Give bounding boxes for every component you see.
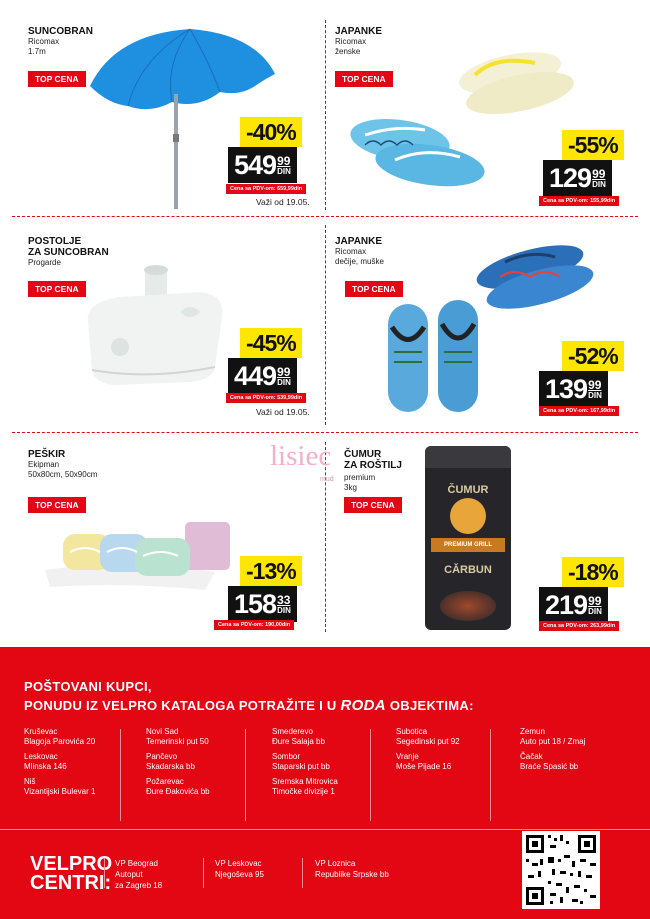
store-column [24, 727, 95, 802]
column-separator [120, 729, 121, 821]
product-name: ČUMUR ZA ROŠTILJ [344, 449, 402, 471]
divider [12, 432, 638, 433]
product-subtitle: premium 3kg [344, 473, 376, 492]
product-name: JAPANKE [335, 26, 383, 37]
product-card-japanke-decije[interactable] [325, 217, 650, 432]
store-entry: Kruševac Blagoja Parovića 20 [24, 727, 96, 746]
product-subtitle: Ricomax 1.7m [28, 37, 60, 56]
price-currency: DIN [277, 605, 291, 615]
watermark-small: mud [320, 476, 334, 483]
store-entry: Pančevo Skadarska bb [146, 752, 195, 771]
store-entry: Subotica Segedinski put 92 [396, 727, 460, 746]
top-cena-badge: TOP CENA [28, 281, 86, 297]
top-cena-badge: TOP CENA [28, 71, 86, 87]
column-separator [104, 858, 105, 888]
bag-label: PREMIUM GRILL [431, 538, 505, 552]
price-cents: 33 [277, 592, 291, 607]
column-separator [302, 858, 303, 888]
product-card-cumur[interactable] [325, 434, 650, 649]
bag-bottom-text: CĂRBUN [444, 564, 492, 576]
store-entry: Zemun Auto put 18 / Zmaj [520, 727, 586, 746]
velpro-center: VP Loznica Republike Srpske bb [315, 859, 389, 879]
velpro-centri-title: VELPRO CENTRI: [30, 853, 113, 894]
price-currency: DIN [592, 179, 606, 189]
price-main: 158 [234, 588, 277, 619]
watermark: lisiec [270, 440, 332, 472]
column-separator [245, 729, 246, 821]
product-card-suncobran[interactable] [0, 0, 325, 215]
charcoal-bag-image [425, 446, 511, 630]
price-cents: 99 [277, 364, 291, 379]
column-separator [490, 729, 491, 821]
valid-from: Važi od 19.05. [256, 197, 310, 207]
discount-badge: -52% [562, 341, 624, 371]
store-column [396, 727, 460, 777]
price-currency: DIN [588, 606, 602, 616]
product-name: POSTOLJE ZA SUNCOBRAN [28, 236, 109, 258]
notice-line-1: POŠTOVANI KUPCI, [24, 679, 152, 694]
valid-from: Važi od 19.05. [256, 407, 310, 417]
qr-code[interactable] [522, 831, 600, 909]
store-entry: Niš Vizantijski Bulevar 1 [24, 777, 96, 796]
store-entry: Vranje Moše Pijade 16 [396, 752, 452, 771]
old-price: Cena sa PDV-om: 539,99din [226, 393, 306, 403]
price-currency: DIN [277, 377, 291, 387]
product-card-postolje[interactable] [0, 217, 325, 432]
roda-logo: RODA [340, 697, 386, 714]
product-subtitle: Ricomax dečije, muške [335, 247, 384, 266]
top-cena-badge: TOP CENA [344, 497, 402, 513]
product-name: SUNCOBRAN [28, 26, 93, 37]
price-cents: 99 [588, 593, 602, 608]
discount-badge: -55% [562, 130, 624, 160]
price-main: 449 [234, 360, 277, 391]
product-name: JAPANKE [335, 236, 383, 247]
price-cents: 99 [277, 153, 291, 168]
price-tag [539, 371, 608, 407]
store-entry: Leskovac Mlinska 146 [24, 752, 67, 771]
column-separator [203, 858, 204, 888]
price-tag [228, 147, 297, 183]
store-entry: Sremska Mitrovica Timočke divizije 1 [272, 777, 338, 796]
price-cents: 99 [588, 377, 602, 392]
top-cena-badge: TOP CENA [345, 281, 403, 297]
top-cena-badge: TOP CENA [28, 497, 86, 513]
price-main: 129 [549, 162, 592, 193]
product-name: PEŠKIR [28, 449, 66, 460]
discount-badge: -13% [240, 556, 302, 586]
store-entry: Čačak Braće Spasić bb [520, 752, 579, 771]
store-column [520, 727, 585, 777]
old-price: Cena sa PDV-om: 190,00din [214, 620, 294, 630]
old-price: Cena sa PDV-om: 167,99din [539, 406, 619, 416]
store-entry: Smederevo Đure Salaja bb [272, 727, 325, 746]
price-tag [543, 160, 612, 196]
store-column [146, 727, 210, 802]
price-tag [228, 586, 297, 622]
velpro-center: VP Beograd Autoput za Zagreb 18 [115, 859, 163, 890]
store-entry: Požarevac Đure Đakovića bb [146, 777, 210, 796]
qr-code-icon [522, 831, 600, 909]
product-card-japanke-zenske[interactable] [325, 0, 650, 215]
divider [0, 829, 650, 830]
price-main: 219 [545, 589, 588, 620]
towels-image [45, 512, 235, 592]
product-subtitle: Ricomax ženske [335, 37, 367, 56]
discount-badge: -45% [240, 328, 302, 358]
old-price: Cena sa PDV-om: 155,99din [539, 196, 619, 206]
price-tag [228, 358, 297, 394]
price-cents: 99 [592, 166, 606, 181]
old-price: Cena sa PDV-om: 263,99din [539, 621, 619, 631]
price-tag [539, 587, 608, 623]
discount-badge: -40% [240, 117, 302, 147]
price-currency: DIN [588, 390, 602, 400]
top-cena-badge: TOP CENA [335, 71, 393, 87]
price-currency: DIN [277, 166, 291, 176]
product-subtitle: Ekipman 50x80cm, 50x90cm [28, 460, 98, 479]
column-separator [370, 729, 371, 821]
old-price: Cena sa PDV-om: 659,99din [226, 184, 306, 194]
footer-panel [0, 647, 650, 919]
notice-line-2: PONUDU IZ VELPRO KATALOGA POTRAŽITE I U RODA OBJEKTIMA: [24, 697, 474, 714]
bag-top-text: ČUMUR [447, 484, 489, 496]
parasol-base-image [80, 262, 230, 392]
price-main: 139 [545, 373, 588, 404]
store-column [272, 727, 338, 802]
product-subtitle: Progarde [28, 258, 61, 267]
store-entry: Novi Sad Temerinski put 50 [146, 727, 209, 746]
velpro-center: VP Leskovac Njegoševa 95 [215, 859, 264, 879]
price-main: 549 [234, 149, 277, 180]
discount-badge: -18% [562, 557, 624, 587]
store-entry: Sombor Staparski put bb [272, 752, 330, 771]
